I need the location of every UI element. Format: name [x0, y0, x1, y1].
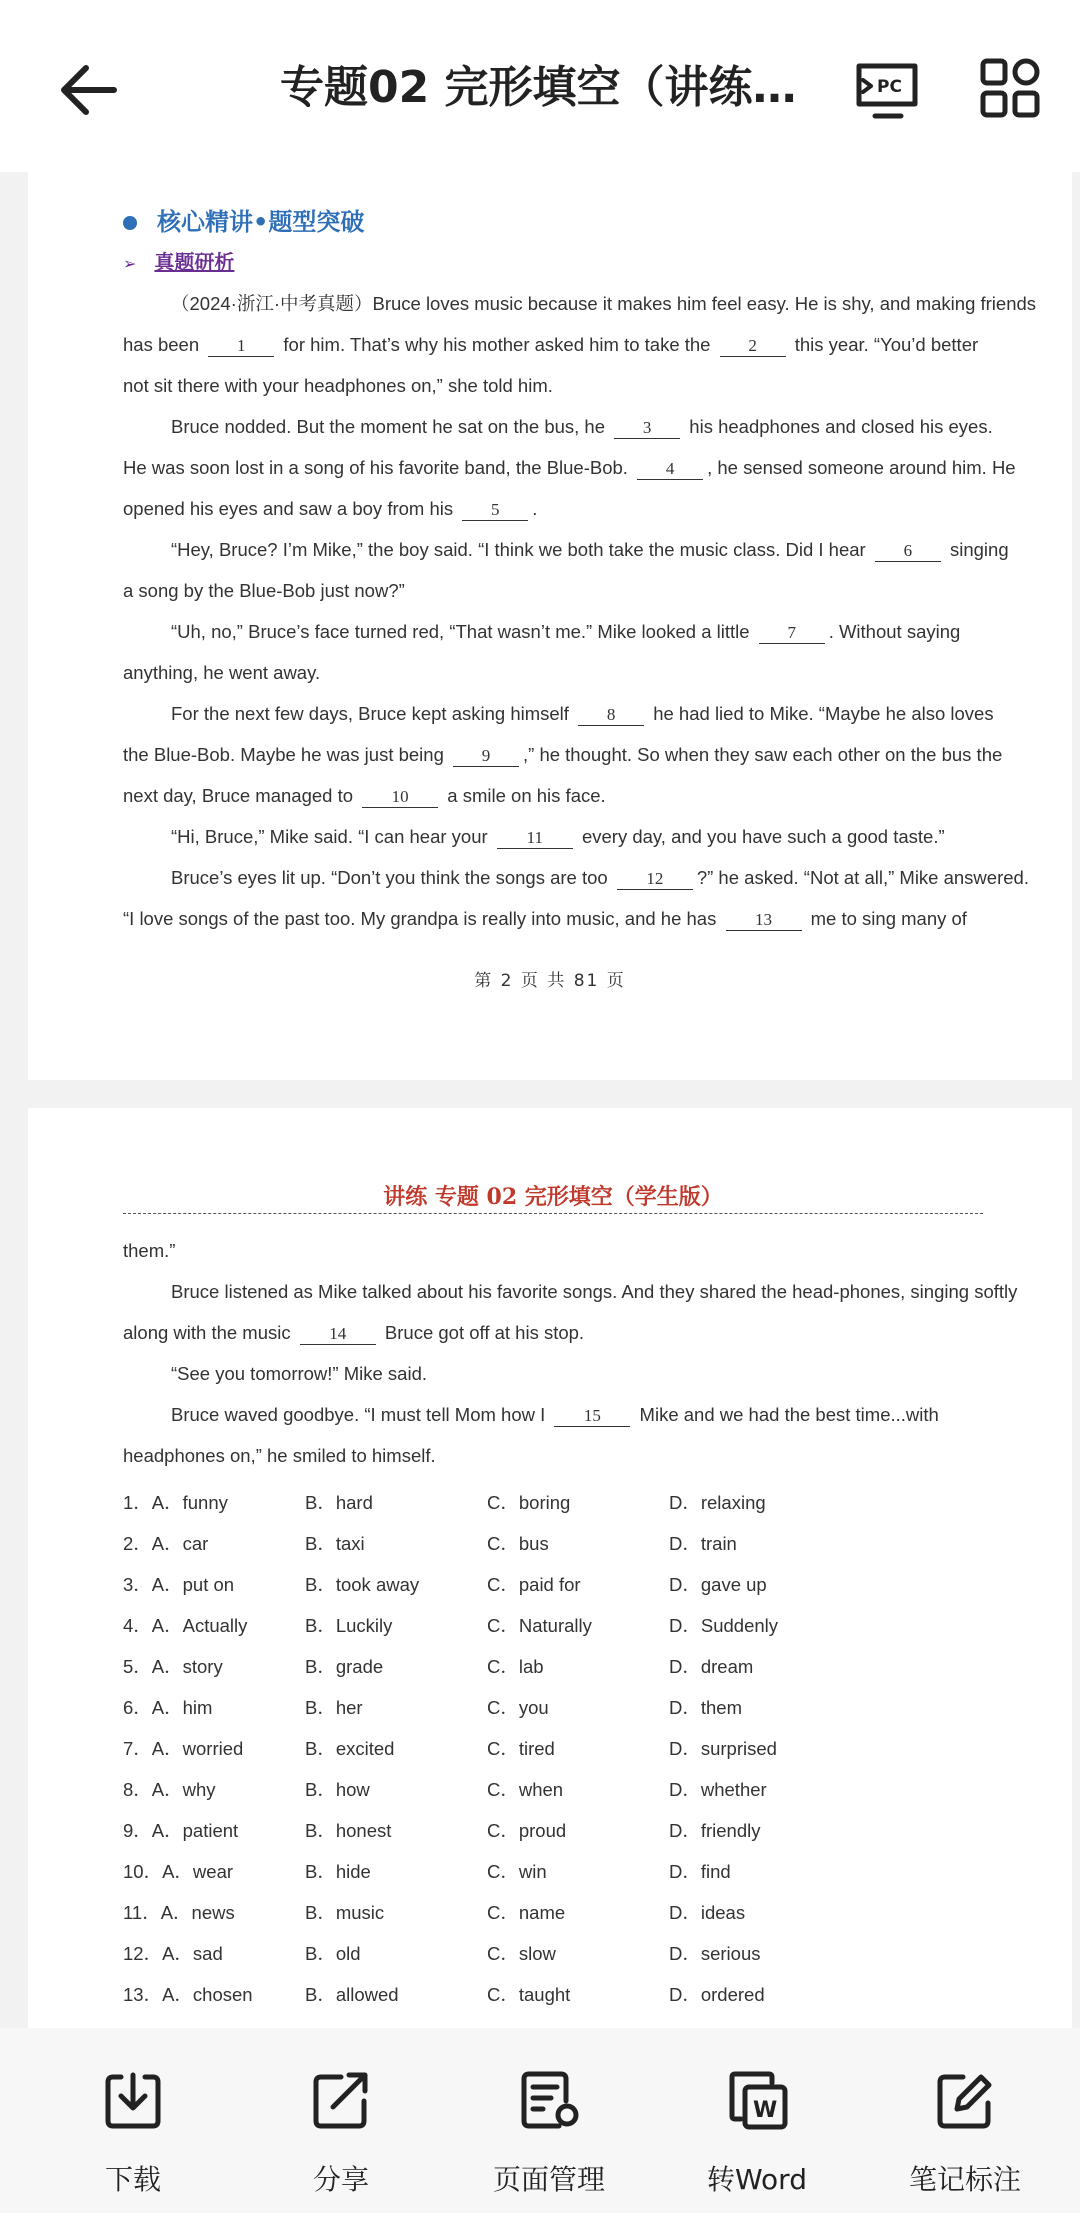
text-run: a smile on his face.: [442, 785, 606, 806]
text-run: “Uh, no,” Bruce’s face turned red, “That wasn’t me.” Mike looked a little: [171, 621, 755, 642]
passage-line: [123, 783, 1003, 809]
answer-blank: 11: [497, 828, 573, 849]
section-heading: 核心精讲•题型突破: [123, 202, 364, 237]
toolbar-label: 下载: [104, 2163, 161, 2196]
open-on-pc-button[interactable]: [855, 58, 921, 124]
text-run: Bruce nodded. But the moment he sat on the bus, he: [171, 416, 611, 437]
option-choice: B．honest: [305, 1820, 392, 1841]
option-choice: D．friendly: [669, 1820, 761, 1841]
text-run: Bruce listened as Mike talked about his favorite songs. And they shared the head-phones, singing softly: [171, 1281, 1018, 1302]
option-choice: 11．A．news: [123, 1902, 235, 1923]
option-choice: B．hide: [305, 1861, 371, 1882]
option-choice: C．boring: [487, 1492, 571, 1513]
passage-line: [123, 332, 1003, 358]
answer-blank: 8: [578, 705, 644, 726]
text-run: .: [532, 498, 538, 519]
option-row: [123, 1940, 1003, 1970]
text-run: along with the music: [123, 1322, 296, 1343]
option-choice: B．grade: [305, 1656, 384, 1677]
option-row: [123, 1571, 1003, 1601]
text-run: singing: [944, 539, 1009, 560]
bullet-dot-icon: [123, 216, 137, 230]
answer-blank: 1: [208, 336, 274, 357]
option-choice: C．you: [487, 1697, 549, 1718]
option-choice: C．when: [487, 1779, 564, 1800]
passage-line: [123, 414, 1003, 440]
text-run: ,” he thought. So when they saw each other on the bus the: [523, 744, 1003, 765]
subsection-heading: ➢ 真题研析: [123, 250, 235, 274]
option-choice: D．them: [669, 1697, 742, 1718]
answer-blank: 2: [720, 336, 786, 357]
option-choice: 8．A．why: [123, 1779, 216, 1800]
text-run: “See you tomorrow!” Mike said.: [171, 1363, 428, 1384]
answer-blank: 6: [875, 541, 941, 562]
option-choice: 6．A．him: [123, 1697, 213, 1718]
toolbar-label: 笔记标注: [908, 2163, 1021, 2196]
option-row: [123, 1735, 1003, 1765]
text-run: He was soon lost in a song of his favorite band, the Blue-Bob.: [123, 457, 634, 478]
document-page-2: [28, 172, 1072, 1080]
option-choice: D．ideas: [669, 1902, 746, 1923]
text-run: his headphones and closed his eyes.: [684, 416, 993, 437]
page-number: 第 2 页 共 81 页: [474, 971, 626, 991]
option-choice: D．find: [669, 1861, 731, 1882]
text-run: next day, Bruce managed to: [123, 785, 359, 806]
back-arrow-icon: [56, 58, 120, 122]
answer-blank: 15: [554, 1406, 630, 1427]
document-page-3: [28, 1108, 1072, 2028]
option-row: [123, 1694, 1003, 1724]
text-run: me to sing many of: [805, 908, 967, 929]
top-app-bar: [0, 0, 1080, 172]
text-run: For the next few days, Bruce kept asking himself: [171, 703, 575, 724]
share-button[interactable]: [241, 2028, 441, 2213]
passage-line: [123, 742, 1003, 768]
option-choice: C．proud: [487, 1820, 567, 1841]
option-row: [123, 1776, 1003, 1806]
toolbar-label: 分享: [312, 2163, 369, 2196]
text-run: a song by the Blue-Bob just now?”: [123, 580, 405, 601]
option-row: [123, 1858, 1003, 1888]
text-run: anything, he went away.: [123, 662, 321, 683]
passage-line: [123, 1361, 1003, 1387]
text-run: Bruce waved goodbye. “I must tell Mom how I: [171, 1404, 551, 1425]
option-choice: D．ordered: [669, 1984, 765, 2005]
text-run: Bruce’s eyes lit up. “Don’t you think the songs are too: [171, 867, 613, 888]
option-choice: B．Luckily: [305, 1615, 393, 1636]
convert-to-word-button[interactable]: [657, 2028, 857, 2213]
option-choice: C．lab: [487, 1656, 544, 1677]
svg-text:PC: PC: [877, 77, 902, 97]
passage-line: [123, 1238, 1003, 1264]
option-row: [123, 1981, 1003, 2011]
text-run: . Without saying: [828, 621, 961, 642]
svg-text:W: W: [753, 2098, 778, 2123]
option-choice: C．tired: [487, 1738, 555, 1759]
text-run: “Hi, Bruce,” Mike said. “I can hear your: [171, 826, 493, 847]
share-icon: [313, 2071, 369, 2129]
answer-blank: 9: [453, 746, 519, 767]
option-choice: C．taught: [487, 1984, 571, 2005]
option-choice: D．serious: [669, 1943, 761, 1964]
toolbar-label: 转Word: [707, 2163, 807, 2196]
passage-line: [123, 701, 1003, 727]
text-run: them.”: [123, 1240, 176, 1261]
text-run: , he sensed someone around him. He: [707, 457, 1016, 478]
option-choice: D．gave up: [669, 1574, 767, 1595]
text-run: （2024·浙江·中考真题）Bruce loves music because it makes him feel easy. He is shy, and making friends: [171, 293, 1037, 314]
option-choice: C．win: [487, 1861, 547, 1882]
answer-blank: 10: [362, 787, 438, 808]
arrow-bullet-icon: ➢: [123, 254, 137, 273]
document-title: 专题02 完形填空（讲练…: [280, 62, 797, 113]
passage-line: [123, 619, 1003, 645]
passage-line: [123, 906, 1003, 932]
text-run: “I love songs of the past too. My grandpa is really into music, and he has: [123, 908, 722, 929]
bottom-toolbar: [0, 2028, 1080, 2213]
grid-icon: [980, 58, 1040, 118]
answer-blank: 7: [759, 623, 825, 644]
option-choice: B．taxi: [305, 1533, 365, 1554]
passage-line: [123, 373, 1003, 399]
text-run: opened his eyes and saw a boy from his: [123, 498, 459, 519]
answer-blank: 4: [637, 459, 703, 480]
download-button[interactable]: [33, 2028, 233, 2213]
page-header: 讲练 专题 02 完形填空（学生版）: [123, 1180, 983, 1214]
option-choice: D．whether: [669, 1779, 767, 1800]
passage-line: [123, 496, 1003, 522]
word-convert-icon: [729, 2071, 789, 2131]
text-run: has been: [123, 334, 205, 355]
option-choice: B．hard: [305, 1492, 373, 1513]
option-choice: 2．A．car: [123, 1533, 209, 1554]
option-choice: 1．A．funny: [123, 1492, 228, 1513]
pc-icon: [855, 58, 921, 124]
option-choice: 3．A．put on: [123, 1574, 235, 1595]
option-choice: C．bus: [487, 1533, 549, 1554]
passage-line: [123, 1279, 1018, 1305]
option-choice: D．dream: [669, 1656, 754, 1677]
text-run: every day, and you have such a good taste.”: [576, 826, 945, 847]
passage-line: [123, 291, 1037, 317]
text-run: Mike and we had the best time...with: [634, 1404, 939, 1425]
option-row: [123, 1530, 1003, 1560]
option-choice: B．took away: [305, 1574, 420, 1595]
option-choice: 7．A．worried: [123, 1738, 244, 1759]
option-row: [123, 1899, 1003, 1929]
option-choice: B．how: [305, 1779, 370, 1800]
option-choice: D．surprised: [669, 1738, 777, 1759]
page-grid-button[interactable]: [980, 58, 1040, 118]
page-management-button[interactable]: [449, 2028, 649, 2213]
passage-line: [123, 1320, 1003, 1346]
note-edit-icon: [937, 2071, 995, 2129]
text-run: this year. “You’d better: [789, 334, 979, 355]
option-choice: B．allowed: [305, 1984, 399, 2005]
passage-line: [123, 824, 1003, 850]
option-choice: C．slow: [487, 1943, 556, 1964]
passage-line: [123, 578, 1003, 604]
answer-blank: 14: [300, 1324, 376, 1345]
option-row: [123, 1489, 1003, 1519]
option-choice: 5．A．story: [123, 1656, 223, 1677]
back-button[interactable]: [56, 58, 120, 122]
answer-blank: 5: [462, 500, 528, 521]
option-choice: 9．A．patient: [123, 1820, 239, 1841]
passage-line: [123, 865, 1029, 891]
text-run: the Blue-Bob. Maybe he was just being: [123, 744, 449, 765]
passage-line: [123, 455, 1016, 481]
answer-blank: 13: [726, 910, 802, 931]
passage-line: [123, 1402, 1003, 1428]
option-choice: B．old: [305, 1943, 361, 1964]
option-row: [123, 1817, 1003, 1847]
option-choice: B．excited: [305, 1738, 395, 1759]
option-choice: D．train: [669, 1533, 737, 1554]
option-choice: C．Naturally: [487, 1615, 592, 1636]
option-choice: D．Suddenly: [669, 1615, 779, 1636]
option-choice: B．her: [305, 1697, 363, 1718]
option-choice: 4．A．Actually: [123, 1615, 248, 1636]
page-manage-icon: [521, 2071, 581, 2129]
option-choice: 12．A．sad: [123, 1943, 223, 1964]
download-icon: [105, 2071, 161, 2129]
toolbar-label: 页面管理: [492, 2163, 605, 2196]
option-choice: B．music: [305, 1902, 385, 1923]
option-row: [123, 1612, 1003, 1642]
text-run: Bruce got off at his stop.: [379, 1322, 585, 1343]
text-run: ?” he asked. “Not at all,” Mike answered.: [696, 867, 1029, 888]
option-choice: C．paid for: [487, 1574, 581, 1595]
text-run: “Hey, Bruce? I’m Mike,” the boy said. “I think we both take the music class. Did I hear: [171, 539, 871, 560]
option-choice: 13．A．chosen: [123, 1984, 253, 2005]
text-run: he had lied to Mike. “Maybe he also loves: [648, 703, 994, 724]
text-run: not sit there with your headphones on,” she told him.: [123, 375, 553, 396]
option-choice: D．relaxing: [669, 1492, 766, 1513]
option-row: [123, 1653, 1003, 1683]
option-choice: 10．A．wear: [123, 1861, 234, 1882]
option-choice: C．name: [487, 1902, 566, 1923]
text-run: headphones on,” he smiled to himself.: [123, 1445, 436, 1466]
passage-line: [123, 537, 1009, 563]
answer-blank: 12: [617, 869, 693, 890]
passage-line: [123, 660, 1003, 686]
note-annotation-button[interactable]: [865, 2028, 1065, 2213]
text-run: for him. That’s why his mother asked him to take the: [278, 334, 716, 355]
passage-line: [123, 1443, 1003, 1469]
answer-blank: 3: [614, 418, 680, 439]
